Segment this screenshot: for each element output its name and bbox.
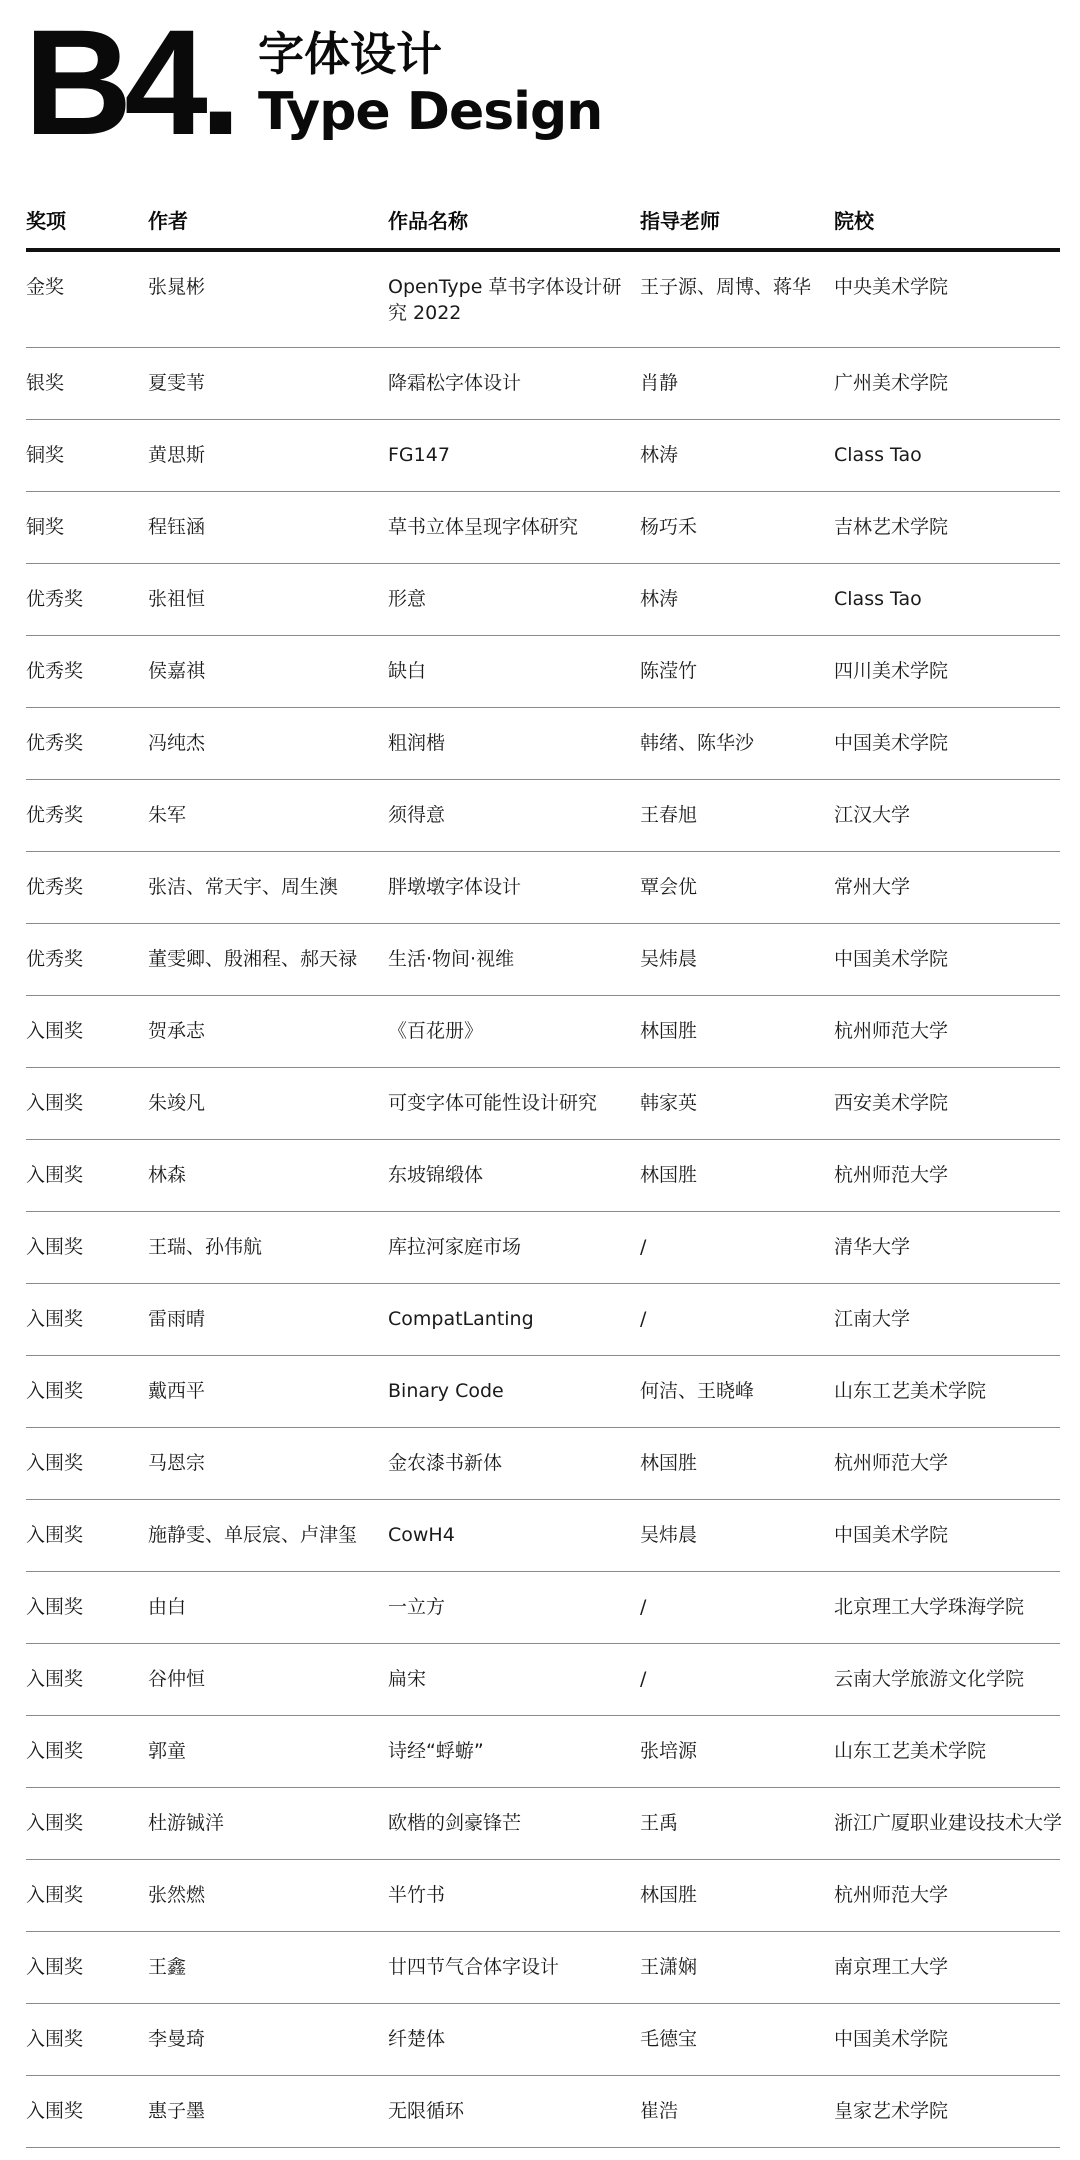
award-cell: 入围奖 (26, 1452, 84, 1474)
school-cell: 山东工艺美术学院 (834, 1740, 987, 1762)
school-cell: Class Tao (834, 588, 922, 610)
teacher-cell: 王禹 (640, 1812, 679, 1834)
award-cell: 优秀奖 (26, 876, 84, 898)
table-row (26, 852, 1060, 924)
teacher-cell: / (640, 1596, 647, 1618)
author-cell: 李曼琦 (148, 2028, 206, 2050)
teacher-cell: 韩家英 (640, 1092, 698, 1114)
author-cell: 王瑞、孙伟航 (148, 1236, 263, 1258)
school-cell: 北京理工大学珠海学院 (834, 1596, 1025, 1618)
teacher-cell: 杨巧禾 (640, 516, 698, 538)
author-cell: 黄思斯 (148, 444, 206, 466)
author-cell: 程钰涵 (148, 516, 206, 538)
school-cell: 皇家艺术学院 (834, 2100, 949, 2122)
award-cell: 铜奖 (26, 444, 65, 466)
teacher-cell: / (640, 1308, 647, 1330)
teacher-cell: 林国胜 (640, 1452, 698, 1474)
work-title-cell: 《百花册》 (388, 1020, 484, 1042)
work-title-cell: 库拉河家庭市场 (388, 1236, 522, 1258)
author-cell: 戴西平 (148, 1380, 206, 1402)
table-row (26, 1500, 1060, 1572)
school-cell: 中国美术学院 (834, 1524, 949, 1546)
author-cell: 杜游铖洋 (148, 1812, 225, 1834)
column-header-work: 作品名称 (388, 209, 468, 233)
school-cell: 清华大学 (834, 1236, 911, 1258)
work-title-cell: 欧楷的剑豪锋芒 (388, 1812, 522, 1834)
table-row (26, 1644, 1060, 1716)
teacher-cell: 毛德宝 (640, 2028, 698, 2050)
school-cell: 中国美术学院 (834, 948, 949, 970)
work-title-cell: 粗润楷 (388, 732, 446, 754)
author-cell: 施静雯、单辰宸、卢津玺 (148, 1524, 358, 1546)
work-title-cell: 无限循环 (388, 2100, 465, 2122)
award-cell: 优秀奖 (26, 732, 84, 754)
award-cell: 入围奖 (26, 1236, 84, 1258)
school-cell: 浙江广厦职业建设技术大学 (834, 1812, 1063, 1834)
teacher-cell: / (640, 1236, 647, 1258)
teacher-cell: 何洁、王晓峰 (640, 1380, 755, 1402)
school-cell: Class Tao (834, 444, 922, 466)
work-title-cell: 生活·物间·视维 (388, 948, 515, 970)
teacher-cell: 王子源、周博、蒋华 (640, 276, 812, 298)
awards-table (26, 200, 1063, 2148)
school-cell: 江汉大学 (834, 804, 911, 826)
table-row (26, 1572, 1060, 1644)
table-header (26, 200, 1060, 252)
table-row (26, 252, 1060, 348)
author-cell: 贺承志 (148, 1020, 206, 1042)
table-row (26, 492, 1060, 564)
school-cell: 广州美术学院 (834, 372, 949, 394)
work-title-cell: Binary Code (388, 1380, 504, 1402)
work-title-cell: FG147 (388, 444, 450, 466)
teacher-cell: 林涛 (640, 444, 679, 466)
table-row (26, 1788, 1063, 1860)
school-cell: 云南大学旅游文化学院 (834, 1668, 1025, 1690)
author-cell: 董雯卿、殷湘程、郝天禄 (148, 948, 358, 970)
work-title-cell: CompatLanting (388, 1308, 534, 1330)
school-cell: 中国美术学院 (834, 2028, 949, 2050)
work-title-cell: 缺白 (388, 660, 427, 682)
teacher-cell: 吴炜晨 (640, 1524, 698, 1546)
author-cell: 谷仲恒 (148, 1668, 206, 1690)
school-cell: 常州大学 (834, 876, 911, 898)
table-row (26, 1428, 1060, 1500)
award-cell: 入围奖 (26, 1596, 84, 1618)
award-cell: 入围奖 (26, 2100, 84, 2122)
column-header-school: 院校 (834, 209, 874, 233)
author-cell: 马恩宗 (148, 1452, 206, 1474)
work-title-cell: 扁宋 (388, 1668, 427, 1690)
column-header-author: 作者 (148, 209, 188, 233)
table-row (26, 924, 1060, 996)
award-cell: 入围奖 (26, 2028, 84, 2050)
award-cell: 金奖 (26, 276, 65, 298)
teacher-cell: 覃会优 (640, 876, 698, 898)
award-cell: 铜奖 (26, 516, 65, 538)
award-cell: 入围奖 (26, 1956, 84, 1978)
school-cell: 西安美术学院 (834, 1092, 949, 1114)
teacher-cell: 肖静 (640, 372, 679, 394)
work-title-cell: 草书立体呈现字体研究 (388, 516, 579, 538)
author-cell: 冯纯杰 (148, 732, 206, 754)
table-row (26, 780, 1060, 852)
work-title-cell: OpenType 草书字体设计研究 2022 (388, 276, 622, 324)
work-title-cell: 一立方 (388, 1596, 446, 1618)
school-cell: 杭州师范大学 (834, 1452, 949, 1474)
teacher-cell: 林涛 (640, 588, 679, 610)
award-cell: 优秀奖 (26, 948, 84, 970)
work-title-cell: 可变字体可能性设计研究 (388, 1092, 598, 1114)
school-cell: 中国美术学院 (834, 732, 949, 754)
school-cell: 中央美术学院 (834, 276, 949, 298)
table-body (26, 252, 1063, 2148)
school-cell: 杭州师范大学 (834, 1884, 949, 1906)
work-title-cell: 形意 (388, 588, 427, 610)
award-cell: 入围奖 (26, 1668, 84, 1690)
author-cell: 朱军 (148, 804, 187, 826)
work-title-cell: 半竹书 (388, 1884, 446, 1906)
award-cell: 入围奖 (26, 1020, 84, 1042)
author-cell: 林森 (148, 1164, 187, 1186)
work-title-cell: 降霜松字体设计 (388, 372, 522, 394)
column-header-award: 奖项 (26, 209, 66, 233)
column-header-teacher: 指导老师 (640, 209, 720, 233)
author-cell: 张洁、常天宇、周生澳 (148, 876, 339, 898)
table-row (26, 564, 1060, 636)
work-title-cell: CowH4 (388, 1524, 455, 1546)
award-cell: 银奖 (26, 372, 65, 394)
teacher-cell: 崔浩 (640, 2100, 679, 2122)
work-title-cell: 诗经“蜉蝣” (388, 1740, 484, 1762)
award-cell: 优秀奖 (26, 660, 84, 682)
author-cell: 夏雯苇 (148, 372, 206, 394)
work-title-cell: 须得意 (388, 804, 446, 826)
teacher-cell: / (640, 1668, 647, 1690)
award-cell: 入围奖 (26, 1092, 84, 1114)
title-chinese: 字体设计 (258, 27, 442, 81)
teacher-cell: 林国胜 (640, 1884, 698, 1906)
table-row (26, 1284, 1060, 1356)
award-cell: 优秀奖 (26, 804, 84, 826)
work-title-cell: 纤楚体 (388, 2028, 446, 2050)
author-cell: 雷雨晴 (148, 1308, 206, 1330)
teacher-cell: 张培源 (640, 1740, 698, 1762)
work-title-cell: 胖墩墩字体设计 (388, 876, 522, 898)
table-row (26, 996, 1060, 1068)
table-row (26, 636, 1060, 708)
author-cell: 王鑫 (148, 1956, 187, 1978)
work-title-cell: 廿四节气合体字设计 (388, 1956, 560, 1978)
table-row (26, 1860, 1060, 1932)
author-cell: 郭童 (148, 1740, 187, 1762)
school-cell: 南京理工大学 (834, 1956, 949, 1978)
award-cell: 入围奖 (26, 1380, 84, 1402)
author-cell: 惠子墨 (148, 2100, 206, 2122)
page-header (24, 0, 1024, 166)
table-row (26, 1932, 1060, 2004)
title-english: Type Design (258, 82, 603, 142)
award-cell: 入围奖 (26, 1740, 84, 1762)
award-cell: 入围奖 (26, 1308, 84, 1330)
work-title-cell: 东坡锦缎体 (388, 1164, 484, 1186)
author-cell: 张祖恒 (148, 588, 206, 610)
school-cell: 吉林艺术学院 (834, 516, 949, 538)
award-cell: 入围奖 (26, 1884, 84, 1906)
author-cell: 侯嘉祺 (148, 660, 206, 682)
author-cell: 张然燃 (148, 1884, 206, 1906)
table-row (26, 2004, 1060, 2076)
table-row (26, 1068, 1060, 1140)
table-row (26, 1140, 1060, 1212)
award-cell: 入围奖 (26, 1812, 84, 1834)
section-code: B4. (24, 0, 234, 166)
teacher-cell: 林国胜 (640, 1020, 698, 1042)
table-row (26, 1356, 1060, 1428)
table-row (26, 2076, 1060, 2148)
award-cell: 入围奖 (26, 1164, 84, 1186)
teacher-cell: 韩绪、陈华沙 (640, 732, 755, 754)
section-title (258, 26, 602, 142)
award-cell: 入围奖 (26, 1524, 84, 1546)
teacher-cell: 王春旭 (640, 804, 698, 826)
author-cell: 由白 (148, 1596, 187, 1618)
school-cell: 四川美术学院 (834, 660, 949, 682)
school-cell: 杭州师范大学 (834, 1164, 949, 1186)
table-row (26, 420, 1060, 492)
work-title-cell: 金农漆书新体 (388, 1452, 503, 1474)
school-cell: 江南大学 (834, 1308, 911, 1330)
teacher-cell: 王潇娴 (640, 1956, 698, 1978)
table-row (26, 708, 1060, 780)
school-cell: 山东工艺美术学院 (834, 1380, 987, 1402)
table-row (26, 348, 1060, 420)
teacher-cell: 林国胜 (640, 1164, 698, 1186)
author-cell: 朱竣凡 (148, 1092, 206, 1114)
school-cell: 杭州师范大学 (834, 1020, 949, 1042)
teacher-cell: 吴炜晨 (640, 948, 698, 970)
table-row (26, 1212, 1060, 1284)
award-cell: 优秀奖 (26, 588, 84, 610)
teacher-cell: 陈滢竹 (640, 660, 698, 682)
table-row (26, 1716, 1060, 1788)
author-cell: 张晁彬 (148, 276, 206, 298)
